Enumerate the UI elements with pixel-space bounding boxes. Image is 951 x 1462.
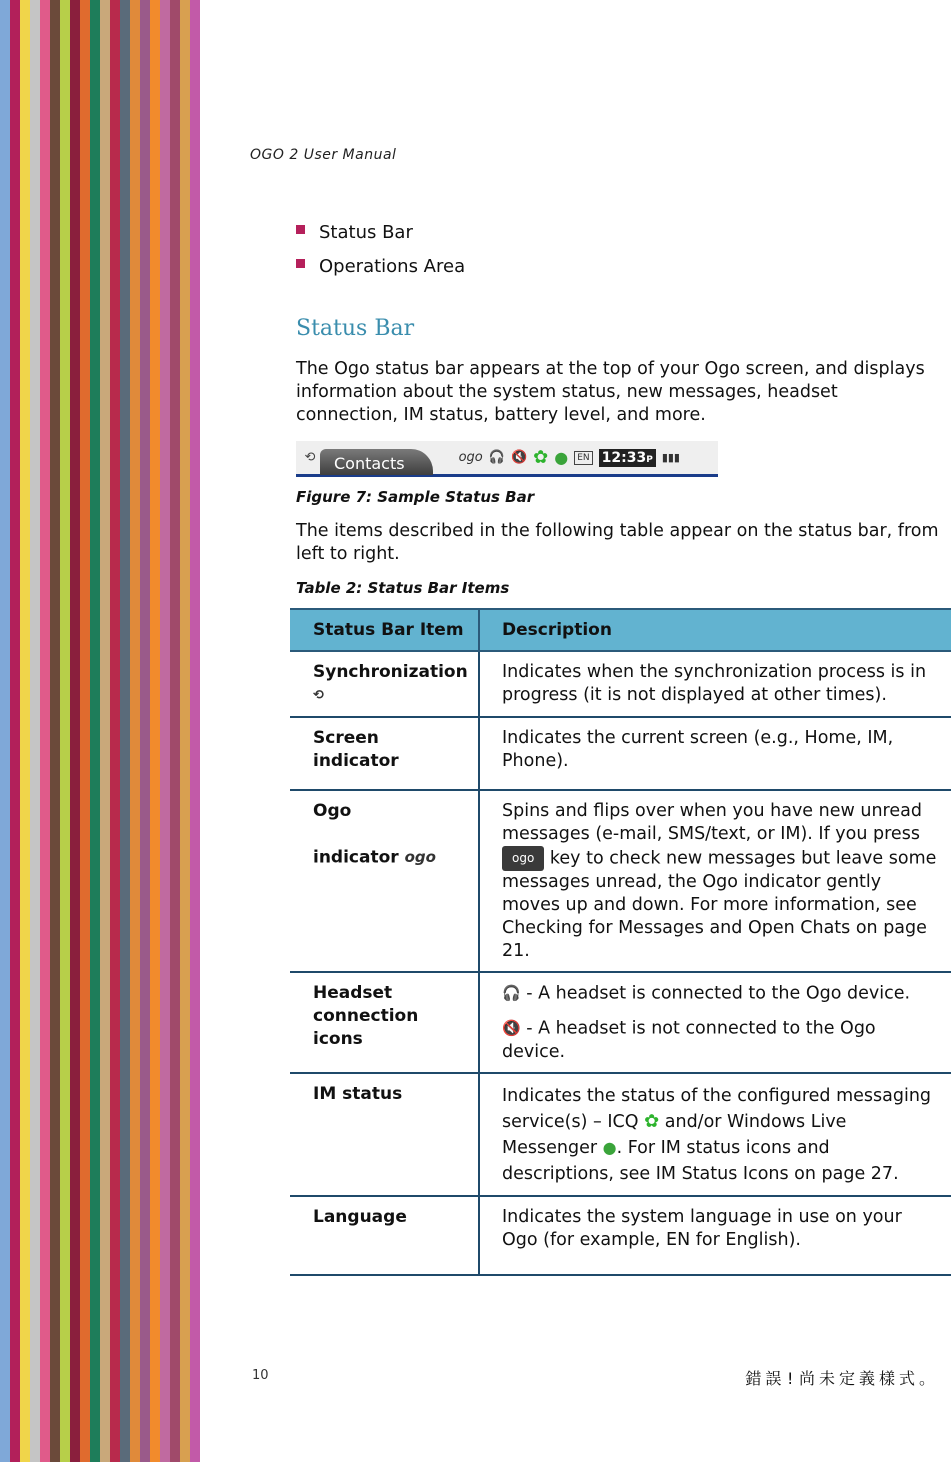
running-header: OGO 2 User Manual (250, 147, 397, 163)
table-row (290, 651, 951, 717)
stripe (160, 0, 170, 1462)
item-cell: IM status (290, 1073, 479, 1196)
figure-caption: Figure 7: Sample Status Bar (296, 488, 535, 506)
description-cell: 🎧 - A headset is connected to the Ogo device. 🔇 - A headset is not connected to the Ogo device. (479, 972, 951, 1073)
item-cell: Screen indicator (290, 717, 479, 790)
messenger-icon: ● (602, 1137, 617, 1157)
stripe (0, 0, 10, 1462)
sync-icon: ⟲ (313, 688, 324, 703)
stripe (130, 0, 140, 1462)
language-badge: EN (574, 451, 592, 465)
stripe (110, 0, 120, 1462)
item-cell: Language (290, 1196, 479, 1275)
signal-battery-icon: ▮▮▮ (661, 451, 680, 464)
stripe (180, 0, 190, 1462)
ogo-indicator-icon: ogo (404, 847, 436, 866)
list-item: Operations Area (296, 256, 465, 277)
section-title: Status Bar (296, 316, 415, 341)
ogo-key-icon: ogo (502, 846, 544, 871)
description-cell: Indicates the current screen (e.g., Home, IM, Phone). (479, 717, 951, 790)
stripe (140, 0, 150, 1462)
clock: 12:33P (599, 449, 656, 467)
item-cell: Ogo indicator ogo (290, 790, 479, 972)
headset-connected-icon: 🎧 (502, 983, 521, 1002)
stripe (20, 0, 30, 1462)
column-header: Description (479, 609, 951, 651)
description-cell: Indicates when the synchronization process is in progress (it is not displayed at other times). (479, 651, 951, 717)
status-icons (459, 447, 680, 468)
stripe (80, 0, 90, 1462)
table-intro-paragraph: The items described in the following table appear on the status bar, from left to right. (296, 521, 939, 564)
messenger-icon: ● (554, 448, 569, 467)
stripe (120, 0, 130, 1462)
bullet-square-icon (296, 259, 305, 268)
item-cell: Headset connection icons (290, 972, 479, 1073)
ogo-indicator-icon: ogo (458, 450, 483, 465)
stripe (170, 0, 180, 1462)
bullet-list (296, 222, 465, 290)
sample-status-bar-image (296, 441, 718, 477)
stripe (60, 0, 70, 1462)
decorative-stripes (0, 0, 200, 1462)
column-header: Status Bar Item (290, 609, 479, 651)
stripe (40, 0, 50, 1462)
table-row (290, 1073, 951, 1196)
description-cell: Indicates the system language in use on your Ogo (for example, EN for English). (479, 1196, 951, 1275)
intro-paragraph: The Ogo status bar appears at the top of your Ogo screen, and displays information about the system status, new messages, headset connection, IM status, battery level, and more. (296, 359, 925, 425)
headset-disconnected-icon: 🔇 (502, 1019, 521, 1037)
bullet-square-icon (296, 225, 305, 234)
description-cell: Indicates the status of the configured messaging service(s) – ICQ ✿ and/or Windows Live Messenger ●. For IM status icons and descriptions, see IM Status Icons on page 27. (479, 1073, 951, 1196)
icq-flower-icon: ✿ (533, 447, 549, 468)
table-row (290, 1196, 951, 1275)
description-cell: Spins and flips over when you have new unread messages (e-mail, SMS/text, or IM). If you press ogo key to check new messages but leave some messages unread, the Ogo indicator gently moves up and down. For more information, see Checking for Messages and Open Chats on page 21. (479, 790, 951, 972)
mute-icon: 🔇 (510, 450, 528, 465)
stripe (150, 0, 160, 1462)
headset-icon: 🎧 (488, 450, 505, 465)
sync-icon: ⟲ (304, 450, 316, 465)
table-row (290, 972, 951, 1073)
list-item: Status Bar (296, 222, 465, 243)
page-number: 10 (252, 1368, 269, 1383)
status-bar-items-table (290, 608, 951, 1276)
stripe (30, 0, 40, 1462)
stripe (100, 0, 110, 1462)
stripe (10, 0, 20, 1462)
stripe (90, 0, 100, 1462)
footer-text: 錯誤!尚未定義樣式。 (745, 1369, 939, 1388)
table-header-row (290, 609, 951, 651)
icq-flower-icon: ✿ (644, 1110, 660, 1132)
stripe (70, 0, 80, 1462)
table-row (290, 790, 951, 972)
item-cell: Synchronization ⟲ (290, 651, 479, 717)
stripe (190, 0, 200, 1462)
stripe (50, 0, 60, 1462)
table-caption: Table 2: Status Bar Items (296, 579, 510, 597)
screen-tab: Contacts (320, 449, 433, 475)
table-row (290, 717, 951, 790)
